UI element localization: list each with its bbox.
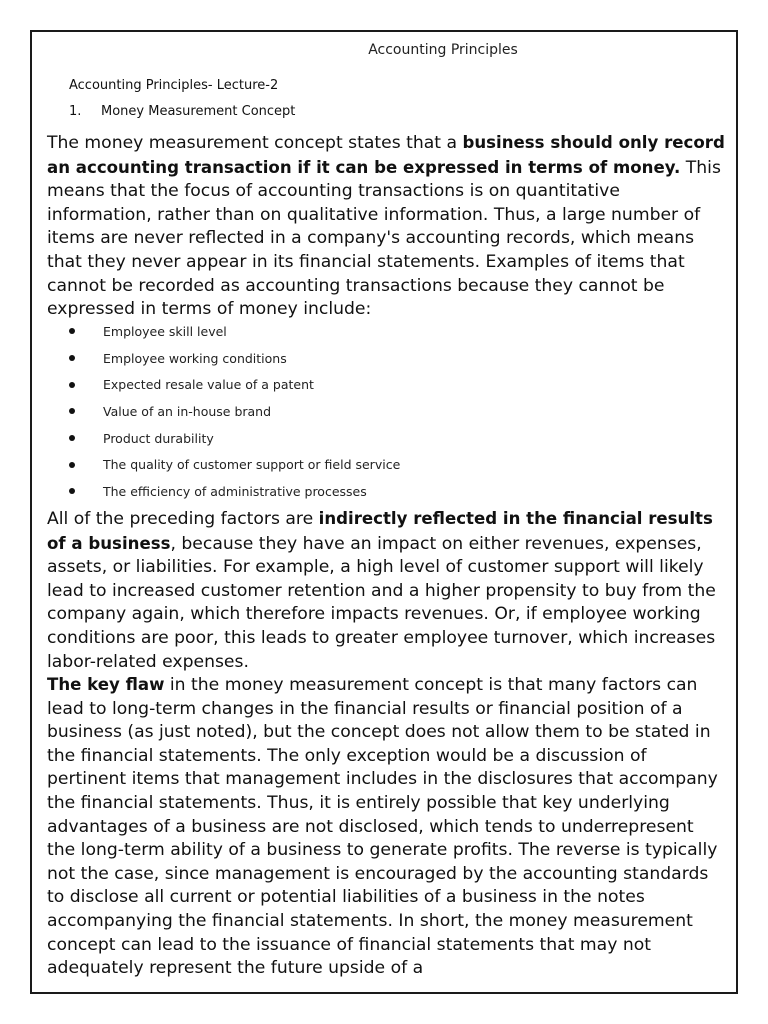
list-item-text: Employee skill level <box>103 323 227 339</box>
list-item <box>66 371 400 398</box>
list-item-text: Employee working conditions <box>103 350 287 366</box>
section-title: Money Measurement Concept <box>101 104 296 119</box>
bullet-icon <box>69 382 75 388</box>
section-heading <box>69 104 295 119</box>
bullet-icon <box>69 408 75 414</box>
list-item <box>66 345 400 372</box>
lecture-title: Accounting Principles- Lecture-2 <box>69 78 279 93</box>
key-flaw-rest-text: in the money measurement concept is that many factors can lead to long-term changes in the financial results or financial position of a business (as just noted), but the concept does not allow them to be stated in the financial statements. The only exception would be a discussion of pertinent items that management includes in the disclosures that accompany the financial statements. Thus, it is entirely possible that key underlying advantages of a business are not disclosed, which tends to underrepresent the long-term ability of a business to generate profits. The reverse is typically not the case, since management is encouraged by the accounting standards to disclose all current or potential liabilities of a business in the notes accompanying the financial statements. In short, the money measurement concept can lead to the issuance of financial statements that may not adequately represent the future upside of a <box>47 675 718 979</box>
bullet-icon <box>69 435 75 441</box>
bullet-icon <box>69 488 75 494</box>
list-item-text: The quality of customer support or field service <box>103 457 401 473</box>
intro-rest-text: This means that the focus of accounting transactions is on quantitative information, rather than on qualitative information. Thus, a large number of items are never reflected in a company's accounting records, which means that they never appear in its financial statements. Examples of items that cannot be recorded as accounting transactions because they cannot be expressed in terms of money include: <box>47 157 721 320</box>
list-item <box>66 451 400 478</box>
section-number: 1. <box>69 104 82 119</box>
factors-lead-text: All of the preceding factors are <box>47 509 319 529</box>
factors-bold-text: indirectly reflected in the financial results of a business <box>47 509 713 553</box>
intro-bold-text: business should only record an accounting transaction if it can be expressed in terms of money. <box>47 133 725 177</box>
list-item-text: Value of an in-house brand <box>103 403 272 419</box>
list-item <box>66 318 400 345</box>
key-flaw-paragraph <box>47 673 727 981</box>
list-item <box>66 478 400 505</box>
intro-paragraph <box>47 131 727 322</box>
list-item-text: Expected resale value of a patent <box>103 377 314 393</box>
intro-lead-text: The money measurement concept states that a <box>47 133 463 153</box>
bullet-icon <box>69 462 75 468</box>
list-item <box>66 425 400 452</box>
document-header-title: Accounting Principles <box>368 42 518 58</box>
list-item-text: The efficiency of administrative processes <box>103 483 367 499</box>
key-flaw-bold-text: The key flaw <box>47 675 165 694</box>
list-item-text: Product durability <box>103 430 214 446</box>
examples-list <box>66 318 400 505</box>
list-item <box>66 398 400 425</box>
factors-rest-text: , because they have an impact on either revenues, expenses, assets, or liabilities. For example, a high level of customer support will likely lead to increased customer retention and a higher propensity to buy from the company again, which therefore impacts revenues. Or, if employee working conditions are poor, this leads to greater employee turnover, which increases labor-related expenses. <box>47 533 716 672</box>
bullet-icon <box>69 328 75 334</box>
bullet-icon <box>69 355 75 361</box>
factors-paragraph <box>47 507 727 674</box>
